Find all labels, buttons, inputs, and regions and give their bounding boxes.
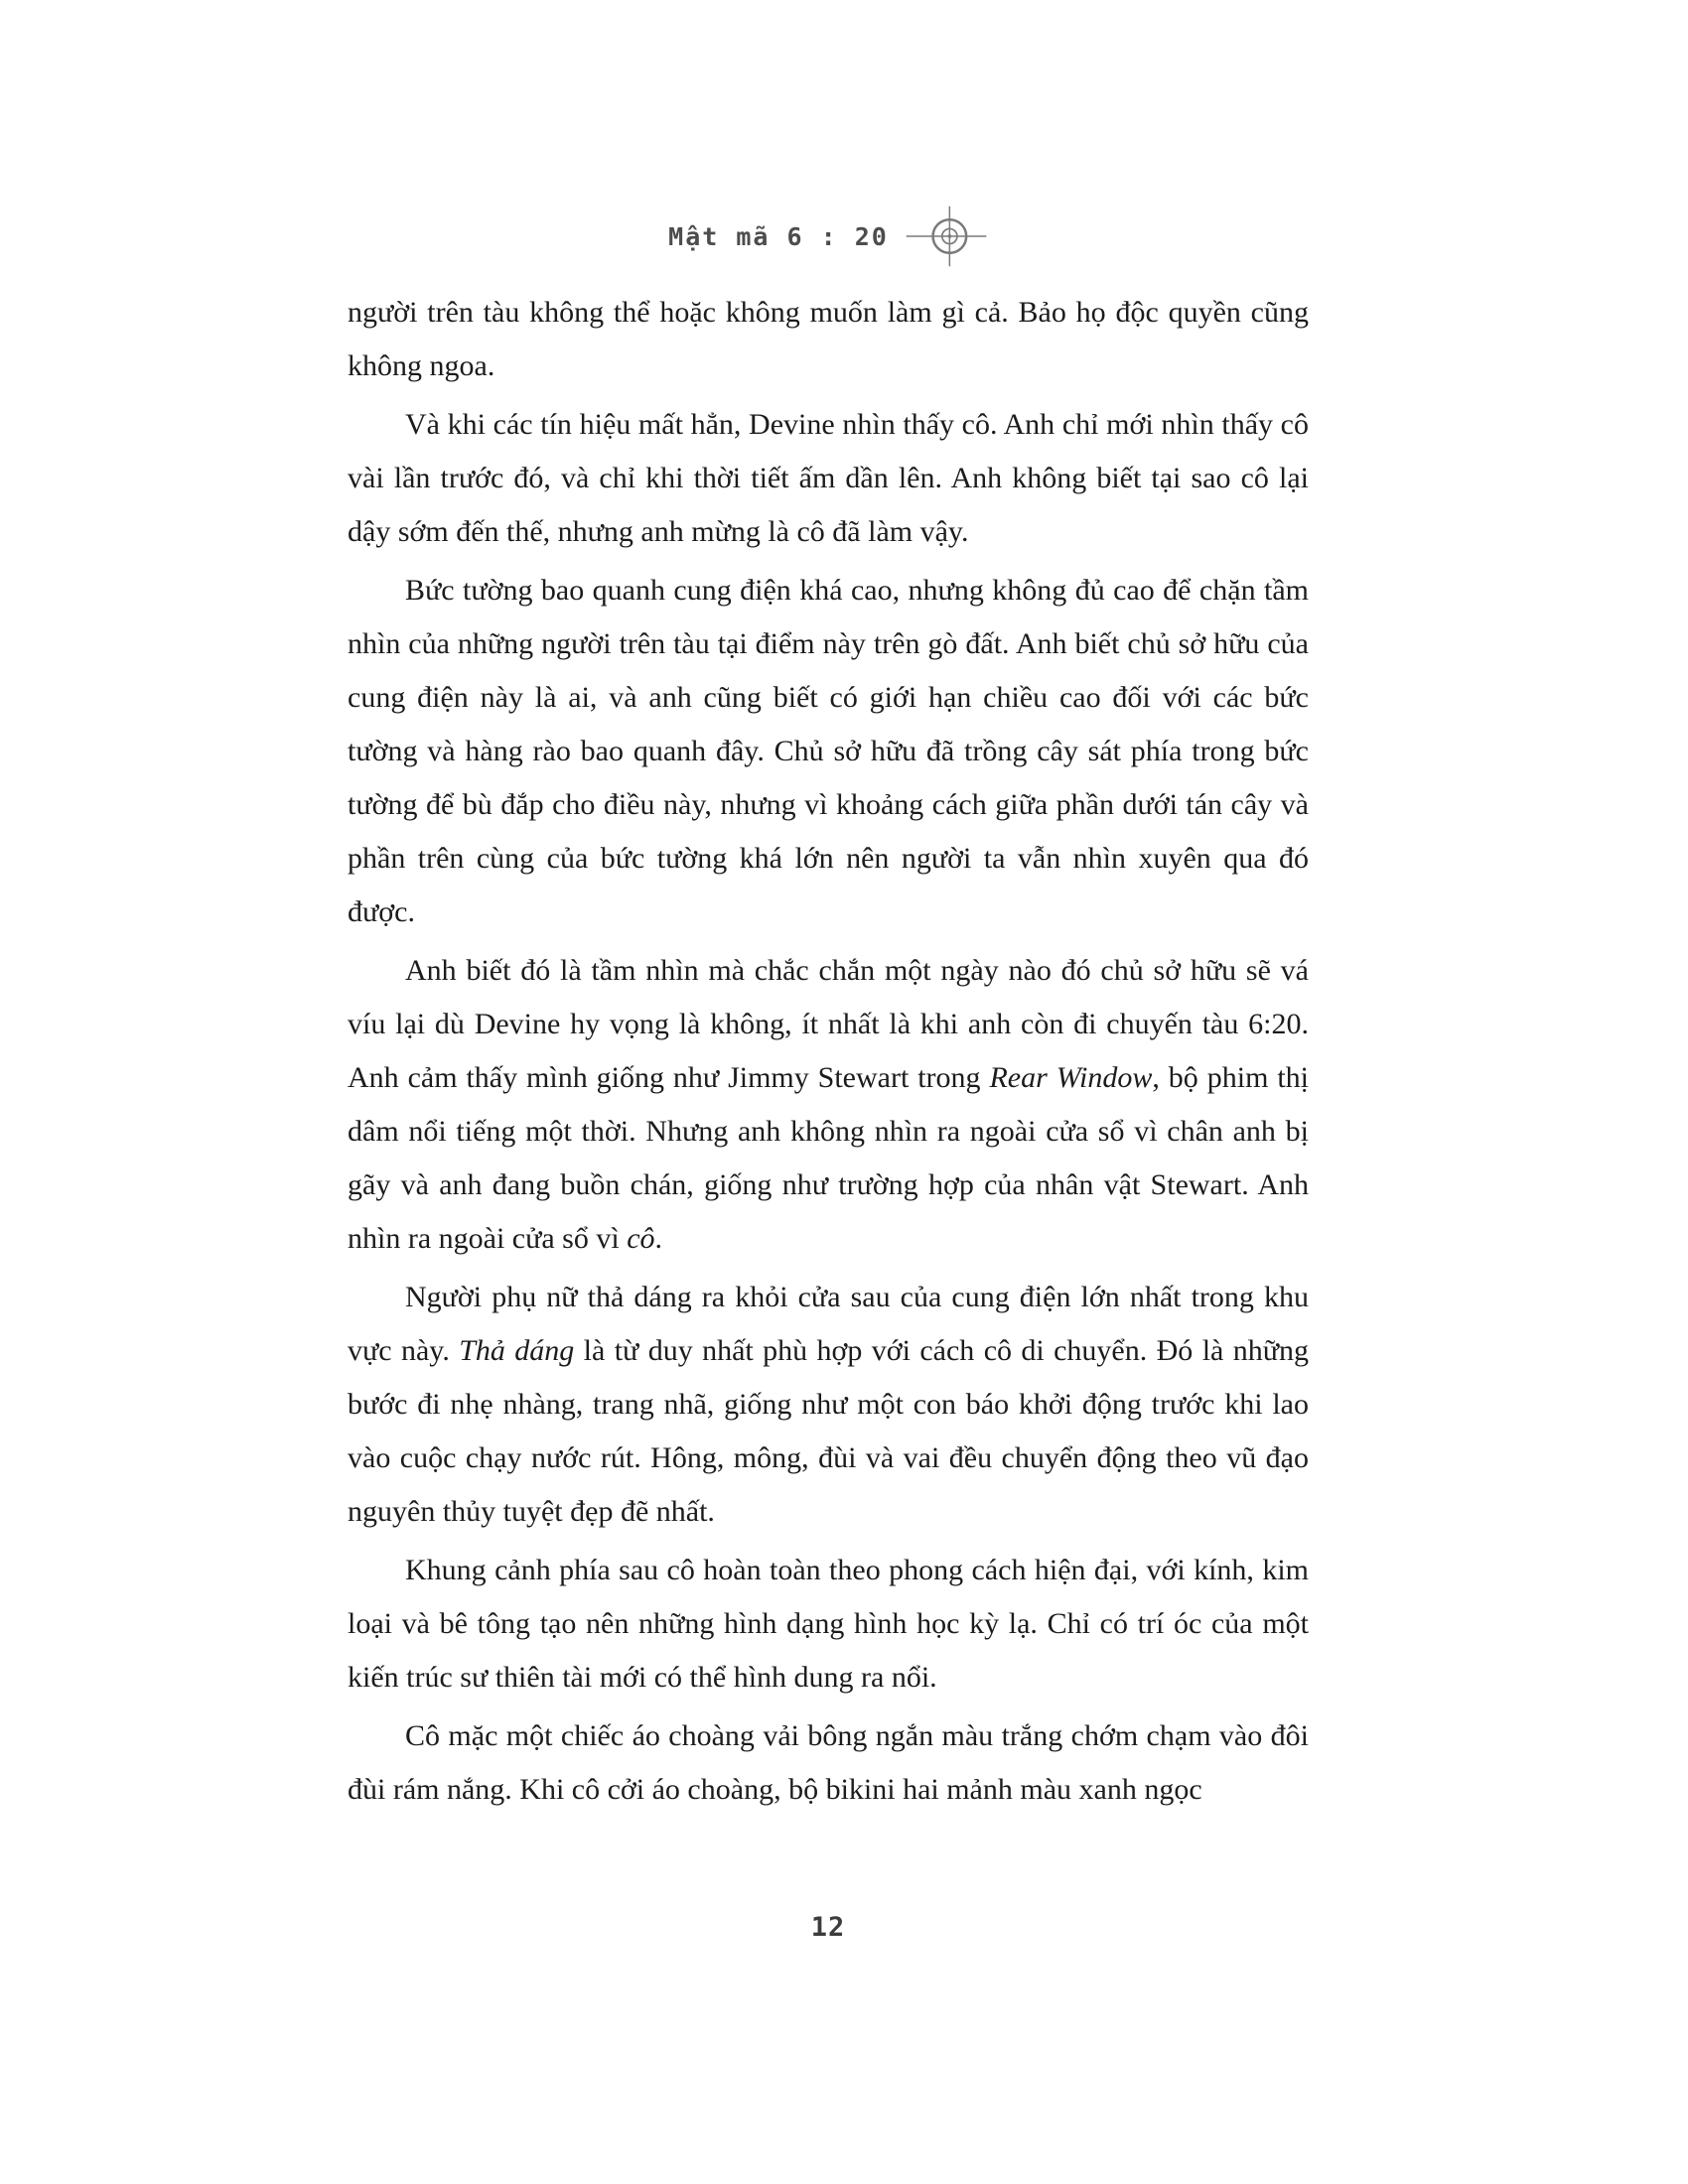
paragraph (348, 1271, 1309, 1539)
paragraph (348, 286, 1309, 393)
page-number: 12 (810, 1912, 846, 1943)
text-segment: người trên tàu không thể hoặc không muốn làm gì cả. Bảo họ độc quyền cũng không ngoa. (348, 296, 1309, 382)
paragraph (348, 398, 1309, 559)
page-body (348, 286, 1309, 1822)
text-segment-italic: Rear Window (989, 1061, 1153, 1094)
text-segment: , bộ phim thị dâm nổi tiếng một thời. Nhưng anh không nhìn ra ngoài cửa sổ vì chân anh bị gãy và anh đang buồn chán, giống như trường hợp của nhân vật Stewart. Anh nhìn ra ngoài cửa sổ vì (348, 1061, 1309, 1255)
paragraph (348, 564, 1309, 939)
paragraph (348, 944, 1309, 1266)
text-segment: là từ duy nhất phù hợp với cách cô di chuyển. Đó là những bước đi nhẹ nhàng, trang nhã, giống như một con báo khởi động trước khi lao vào cuộc chạy nước rút. Hông, mông, đùi và vai đều chuyển động theo vũ đạo nguyên thủy tuyệt đẹp đẽ nhất. (348, 1334, 1309, 1528)
text-segment: Anh biết đó là tầm nhìn mà chắc chắn một ngày nào đó chủ sở hữu sẽ vá víu lại dù Devine hy vọng là không, ít nhất là khi anh còn đi chuyến tàu 6:20. Anh cảm thấy mình giống như Jimmy Stewart trong (348, 954, 1309, 1094)
text-segment: Người phụ nữ thả dáng ra khỏi cửa sau của cung điện lớn nhất trong khu vực này. (348, 1281, 1309, 1367)
text-segment: Và khi các tín hiệu mất hẳn, Devine nhìn thấy cô. Anh chỉ mới nhìn thấy cô vài lần trước đó, và chỉ khi thời tiết ấm dần lên. Anh không biết tại sao cô lại dậy sớm đến thế, nhưng anh mừng là cô đã làm vậy. (348, 408, 1309, 548)
text-segment: . (654, 1222, 663, 1255)
page-footer (348, 1912, 1309, 1943)
text-segment-italic: cô (627, 1222, 655, 1255)
paragraph (348, 1709, 1309, 1817)
text-segment: Cô mặc một chiếc áo choàng vải bông ngắn màu trắng chớm chạm vào đôi đùi rám nắng. Khi cô cởi áo choàng, bộ bikini hai mảnh màu xanh ngọc (348, 1719, 1309, 1806)
text-segment: Khung cảnh phía sau cô hoàn toàn theo phong cách hiện đại, với kính, kim loại và bê tông tạo nên những hình dạng hình học kỳ lạ. Chỉ có trí óc của một kiến trúc sư thiên tài mới có thể hình dung ra nổi. (348, 1554, 1309, 1694)
crosshair-target-icon (905, 205, 988, 268)
running-head-title: Mật mã 6 : 20 (668, 221, 889, 251)
text-segment: Bức tường bao quanh cung điện khá cao, nhưng không đủ cao để chặn tầm nhìn của những người trên tàu tại điểm này trên gò đất. Anh biết chủ sở hữu của cung điện này là ai, và anh cũng biết có giới hạn chiều cao đối với các bức tường và hàng rào bao quanh đây. Chủ sở hữu đã trồng cây sát phía trong bức tường để bù đắp cho điều này, nhưng vì khoảng cách giữa phần dưới tán cây và phần trên cùng của bức tường khá lớn nên người ta vẫn nhìn xuyên qua đó được. (348, 574, 1309, 928)
page-header (348, 205, 1309, 268)
paragraph (348, 1544, 1309, 1705)
text-segment-italic: Thả dáng (459, 1334, 575, 1367)
